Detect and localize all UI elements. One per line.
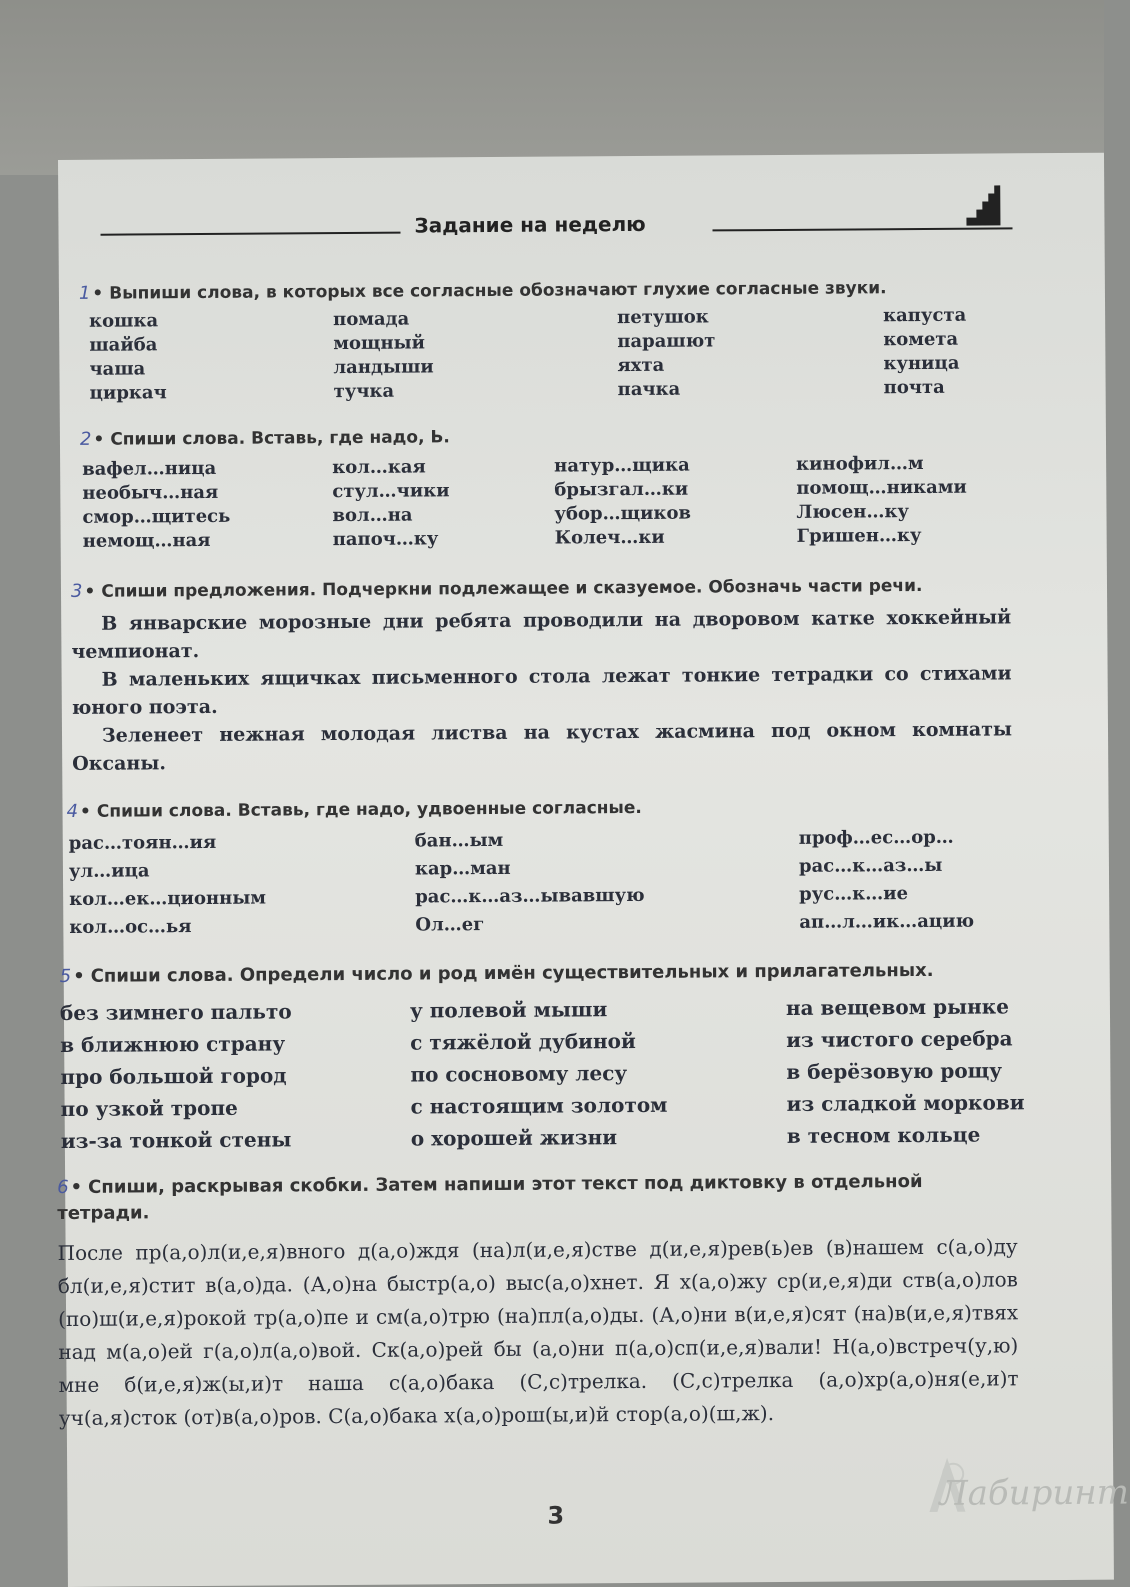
header-rule-right [713,227,1013,231]
word: смор…щитесь [82,505,231,528]
word: циркач [89,382,167,404]
word-column [82,457,230,554]
word: чаша [89,358,146,380]
task-number: 3 [70,580,83,602]
task-1-word-grid [79,304,967,410]
task-5-text: Спиши слова. Определи число и род имён существительных и прилагательных. [90,959,934,987]
phrase: в берёзовую рощу [786,1058,1003,1084]
word: рас…к…аз…ы [798,854,943,877]
word-column [332,455,450,552]
stairs-icon [966,185,1000,225]
word: пачка [617,378,681,401]
word-column [799,824,974,937]
phrase: на вещевом рынке [785,994,1009,1020]
phrase: по сосновому лесу [410,1061,628,1087]
phrase: из сладкой моркови [786,1090,1025,1116]
word: бан…ым [414,829,504,852]
word: почта [883,376,945,399]
word: ул…ица [68,860,150,882]
word: кошка [89,310,159,332]
phrase: из-за тонкой стены [60,1127,292,1154]
task-3-text: Спиши предложения. Подчеркни подлежащее и сказуемое. Обозначь части речи. [101,575,923,602]
word: яхта [617,354,665,377]
task-number: 1 [78,282,91,304]
worksheet-page [57,153,1130,1587]
word: Люсен…ку [796,501,910,523]
word-column [554,454,691,551]
word: рас…к…аз…ывавшую [415,884,645,908]
word-column [796,452,967,549]
word: рус…к…ие [799,883,909,905]
task-5-phrase-grid [59,991,1025,1157]
word: ландыши [333,356,434,379]
phrase: с тяжёлой дубиной [410,1028,636,1055]
background-desk [0,0,1104,175]
phrase-column [60,995,293,1157]
word: парашют [617,330,716,353]
word: необыч…ная [82,481,219,504]
phrase-column [410,993,668,1155]
word: кол…кая [332,456,426,479]
word: вол…на [332,504,413,527]
word: капуста [883,304,967,327]
word: кол…ос…ья [69,916,192,938]
phrase: про большой город [60,1063,287,1090]
word: стул…чики [332,480,450,503]
task-4-word-grid [67,826,975,942]
page-number: 3 [547,1501,565,1530]
phrase: без зимнего пальто [59,999,292,1026]
word-column [89,309,167,406]
word: рас…тоян…ия [68,831,217,854]
task-6-text: Спиши, раскрывая скобки. Затем напиши этот текст под диктовку в отдельной тетради. [57,1170,923,1225]
word: натур…щика [554,454,690,477]
phrase: у полевой мыши [409,997,608,1023]
task-4-text: Спиши слова. Вставь, где надо, удвоенные согласные. [96,797,642,822]
word: вафел…ница [82,457,217,480]
task-5-heading: 5 • Спиши слова. Определи число и род имён существительных и прилагательных. [59,959,934,988]
task-2 [79,425,967,562]
word: кинофил…м [796,452,924,475]
word: Ол…ег [415,914,485,936]
word-column [415,826,645,940]
task-6 [57,1168,1029,1435]
word: убор…щиков [554,502,692,525]
sentence: В январские морозные дни ребята проводили на дворовом катке хоккейный чемпионат. [71,606,1012,663]
task-5 [59,959,1025,1157]
task-3-sentences [71,603,1012,778]
word: помощ…никами [796,476,967,499]
task-6-paragraph: После пр(а,о)л(и,е,я)вного д(а,о)ждя (на)л(и,е,я)стве д(и,е,я)рев(ь)ев (в)нашем с(а,о)ду бл(и,е,я)стит в(а,о)да. (А,о)на быстр(а,о) выс(а,о)хнет. Я х(а,о)жу ср(и,е,я)ди ств(а,о)лов (по)ш(и,е,я)рокой тр(а,о)пе и см(а,о)трю (на)пл(а,о)ды. (А,о)ни в(и,е,я)сят (на)в(и,е,я)твях над м(а,о)ей г(а,о)л(а,о)вой. Ск(а,о)рей бы (а,о)ни п(а,о)сп(и,е,я)вали! Н(а,о)встреч(у,ю) мне б(и,е,я)ж(ы,и)т наша с(а,о)бака (С,с)трелка. (С,с)трелка (а,о)хр(а,о)ня(е,и)т уч(а,я)сток (от)в(а,о)ров. С(а,о)бака х(а,о)рош(ы,и)й стор(а,о)(ш,ж). [57,1234,1019,1431]
word-column [333,307,434,404]
task-2-text: Спиши слова. Вставь, где надо, Ь. [110,427,450,450]
word: шайба [89,334,158,356]
sentence: Зеленеет нежная молодая листва на кустах жасмина под окном комнаты Оксаны. [72,718,1013,775]
task-number: 6 [57,1176,69,1199]
task-number: 5 [59,965,72,988]
word-column [617,305,716,402]
word-column [883,304,967,401]
task-number: 4 [66,800,79,822]
word: ап…л…ик…ацию [799,910,975,933]
task-3-heading: 3 • Спиши предложения. Подчеркни подлежащее и сказуемое. Обозначь части речи. [70,575,923,602]
header-rule-left [101,232,401,236]
task-2-heading: 2 • Спиши слова. Вставь, где надо, Ь. [79,427,450,450]
task-1 [78,276,967,410]
phrase: по узкой тропе [60,1095,238,1122]
word-column [69,829,267,942]
word: кол…ек…ционным [69,887,267,910]
word: папоч…ку [332,528,439,551]
phrase: о хорошей жизни [410,1125,618,1151]
word: мощный [333,332,426,355]
task-1-text: Выпиши слова, в которых все согласные обозначают глухие согласные звуки. [109,278,887,304]
word: немощ…ная [82,529,211,552]
phrase: с настоящим золотом [410,1092,668,1119]
task-1-heading: 1 • Выпиши слова, в которых все согласные обозначают глухие согласные звуки. [78,278,887,304]
word: комета [883,328,959,351]
word: куница [883,352,960,375]
word: Гришен…ку [796,524,922,547]
page-header [100,205,1000,241]
phrase-column [786,990,1025,1152]
word: проф…ес…ор… [798,826,954,849]
task-2-word-grid [80,452,967,562]
word: кар…ман [414,857,511,880]
task-4-heading: 4 • Спиши слова. Вставь, где надо, удвоенные согласные. [66,797,642,822]
page-title: Задание на неделю [414,211,646,238]
task-6-heading: 6 • Спиши, раскрывая скобки. Затем напиши этот текст под диктовку в отдельной тетради. [57,1170,923,1225]
word: помада [333,308,410,331]
phrase: в тесном кольце [786,1122,981,1148]
task-3 [71,573,1012,778]
word: брызгал…ки [554,478,689,501]
word: Колеч…ки [554,526,665,549]
task-number: 2 [79,428,92,450]
publisher-watermark: Лабиринт [939,1472,1130,1514]
phrase: в ближнюю страну [60,1031,286,1058]
task-4 [66,796,975,942]
sentence: В маленьких ящичках письменного стола лежат тонкие тетрадки со стихами юного поэта. [71,662,1012,719]
word: петушок [617,306,709,329]
phrase: из чистого серебра [786,1026,1013,1052]
word: тучка [333,380,395,403]
